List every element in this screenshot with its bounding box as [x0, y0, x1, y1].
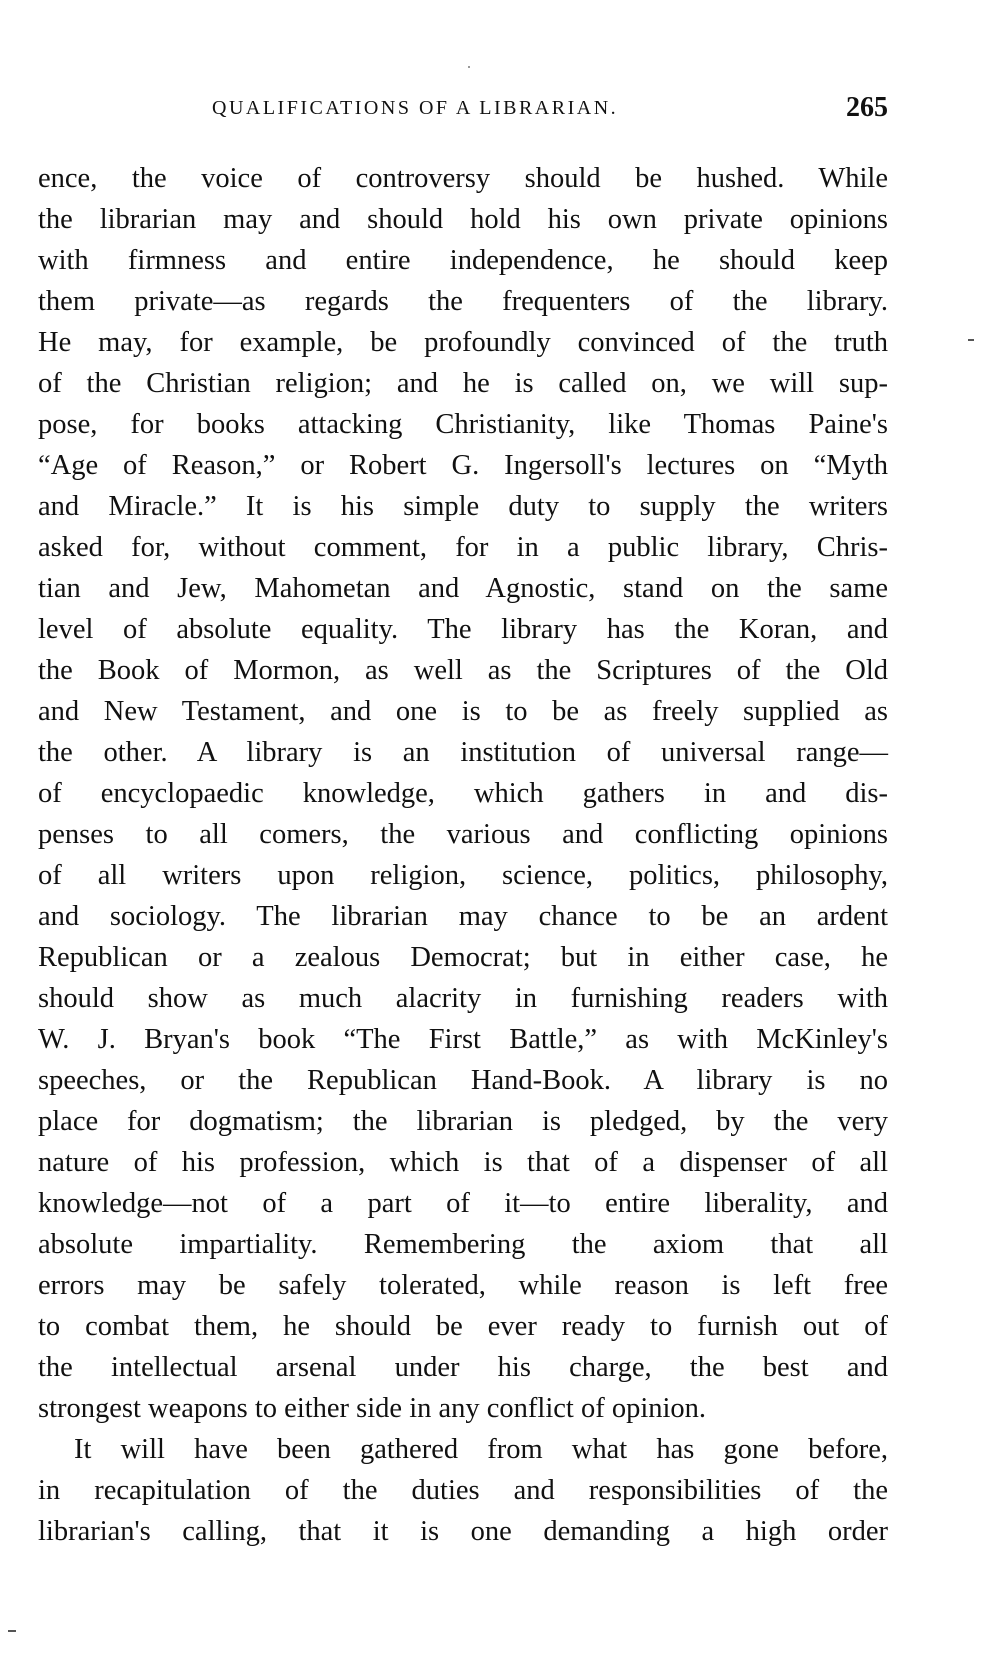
- text-line: It will have been gathered from what has gone before,: [74, 1434, 888, 1465]
- text-line: “Age of Reason,” or Robert G. Ingersoll's lectures on “Myth: [38, 450, 888, 481]
- text-line: He may, for example, be profoundly convinced of the truth: [38, 327, 888, 358]
- text-line: of encyclopaedic knowledge, which gathers in and dis-: [38, 778, 888, 809]
- text-line: errors may be safely tolerated, while reason is left free: [38, 1270, 888, 1301]
- text-line: and New Testament, and one is to be as freely supplied as: [38, 696, 888, 727]
- text-line: to combat them, he should be ever ready to furnish out of: [38, 1311, 888, 1342]
- text-line: in recapitulation of the duties and responsibilities of the: [38, 1475, 888, 1506]
- page-speck: [468, 66, 470, 68]
- text-line: level of absolute equality. The library has the Koran, and: [38, 614, 888, 645]
- text-line: librarian's calling, that it is one demanding a high order: [38, 1516, 888, 1547]
- margin-mark: [8, 1630, 16, 1632]
- text-line: penses to all comers, the various and conflicting opinions: [38, 819, 888, 850]
- text-line: strongest weapons to either side in any conflict of opinion.: [38, 1393, 707, 1424]
- paragraph-1: [38, 158, 888, 1429]
- text-line: the intellectual arsenal under his charge, the best and: [38, 1352, 888, 1383]
- body-text: [38, 158, 888, 1552]
- text-line: the Book of Mormon, as well as the Scriptures of the Old: [38, 655, 888, 686]
- text-line: them private—as regards the frequenters of the library.: [38, 286, 888, 317]
- text-line: and sociology. The librarian may chance to be an ardent: [38, 901, 888, 932]
- text-line: should show as much alacrity in furnishing readers with: [38, 983, 888, 1014]
- text-line: and Miracle.” It is his simple duty to supply the writers: [38, 491, 888, 522]
- text-line: knowledge—not of a part of it—to entire liberality, and: [38, 1188, 888, 1219]
- text-line: speeches, or the Republican Hand-Book. A library is no: [38, 1065, 888, 1096]
- paragraph-2: [38, 1429, 888, 1552]
- text-line: Republican or a zealous Democrat; but in either case, he: [38, 942, 888, 973]
- text-line: tian and Jew, Mahometan and Agnostic, stand on the same: [38, 573, 888, 604]
- text-line: the other. A library is an institution of universal range—: [38, 737, 888, 768]
- text-line: ence, the voice of controversy should be hushed. While: [38, 163, 888, 194]
- margin-mark: [968, 339, 974, 341]
- page-number: 265: [846, 92, 888, 123]
- text-line: with firmness and entire independence, he should keep: [38, 245, 888, 276]
- text-line: pose, for books attacking Christianity, like Thomas Paine's: [38, 409, 888, 440]
- text-line: place for dogmatism; the librarian is pledged, by the very: [38, 1106, 888, 1137]
- text-line: the librarian may and should hold his own private opinions: [38, 204, 888, 235]
- text-line: nature of his profession, which is that of a dispenser of all: [38, 1147, 888, 1178]
- page-header: [36, 92, 888, 124]
- text-line: W. J. Bryan's book “The First Battle,” as with McKinley's: [38, 1024, 888, 1055]
- text-line: of the Christian religion; and he is called on, we will sup-: [38, 368, 888, 399]
- text-line: of all writers upon religion, science, politics, philosophy,: [38, 860, 888, 891]
- text-line: absolute impartiality. Remembering the axiom that all: [38, 1229, 888, 1260]
- running-title: QUALIFICATIONS OF A LIBRARIAN.: [212, 97, 619, 119]
- text-line: asked for, without comment, for in a public library, Chris-: [38, 532, 888, 563]
